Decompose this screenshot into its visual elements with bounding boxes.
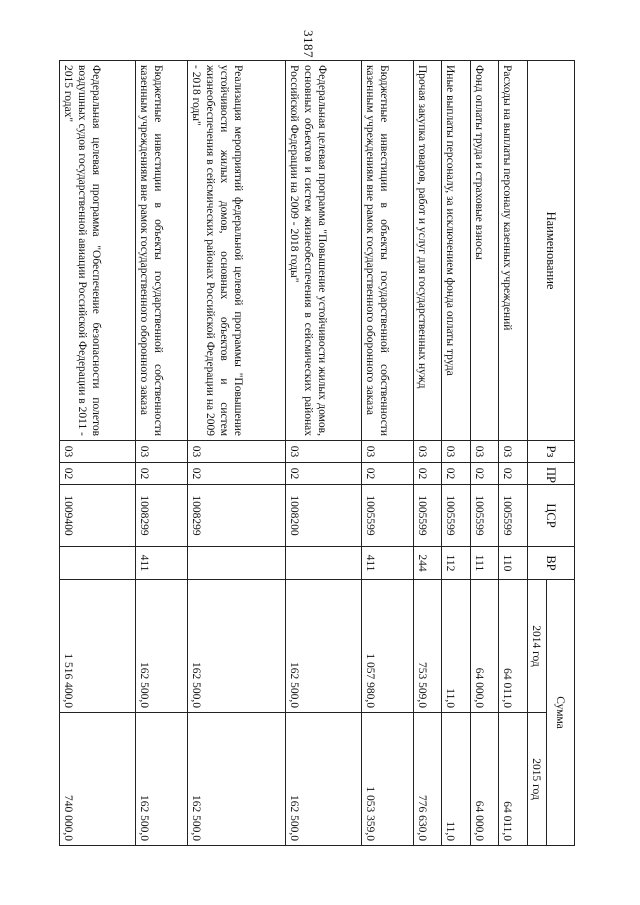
cell-2015: 162 500,0 <box>187 713 286 846</box>
cell-2014: 162 500,0 <box>286 580 361 713</box>
cell-name: Бюджетные инвестиции в объекты государственной собственности казенным учреждениям вне рамок государственного оборонного заказа <box>361 61 413 441</box>
cell-pr: 02 <box>413 463 442 485</box>
cell-vr: 111 <box>470 547 499 580</box>
table-row <box>413 61 442 846</box>
table-row <box>499 61 528 846</box>
budget-table <box>59 60 575 846</box>
header-sum: Сумма <box>547 580 575 846</box>
cell-2015: 162 500,0 <box>135 713 187 846</box>
table-row <box>442 61 471 846</box>
cell-pr: 02 <box>442 463 471 485</box>
cell-rz: 03 <box>187 441 286 463</box>
table-row <box>60 61 136 846</box>
cell-2015: 740 000,0 <box>60 713 136 846</box>
cell-2015: 11,0 <box>442 713 471 846</box>
table-row <box>470 61 499 846</box>
cell-2015: 162 500,0 <box>286 713 361 846</box>
cell-csr: 1008299 <box>135 485 187 547</box>
header-csr: ЦСР <box>528 485 575 547</box>
cell-name: Федеральная целевая программа "Обеспечение безопасности полетов воздушных судов государственной авиации Российской Федерации в 2011 - 2015 годах" <box>60 61 136 441</box>
cell-name: Иные выплаты персоналу, за исключением фонда оплаты труда <box>442 61 471 441</box>
table-row <box>187 61 286 846</box>
cell-name: Расходы на выплаты персоналу казенных учреждений <box>499 61 528 441</box>
cell-rz: 03 <box>135 441 187 463</box>
cell-vr <box>286 547 361 580</box>
page-number: 3187 <box>301 30 316 58</box>
cell-pr: 02 <box>60 463 136 485</box>
table-body <box>60 61 528 846</box>
cell-pr: 02 <box>361 463 413 485</box>
cell-pr: 02 <box>499 463 528 485</box>
table-row <box>286 61 361 846</box>
cell-csr: 1005599 <box>361 485 413 547</box>
cell-csr: 1005599 <box>413 485 442 547</box>
cell-pr: 02 <box>135 463 187 485</box>
cell-pr: 02 <box>470 463 499 485</box>
cell-name: Фонд оплаты труда и страховые взносы <box>470 61 499 441</box>
rotated-table-wrapper <box>62 60 575 845</box>
cell-2014: 64 011,0 <box>499 580 528 713</box>
cell-name: Реализация мероприятий федеральной целевой программы "Повышение устойчивости жилых домов, основных объектов и систем жизнеобеспечения в сейсмических районах Российской Федерации на 2009 - 2018 годы" <box>187 61 286 441</box>
cell-2014: 162 500,0 <box>187 580 286 713</box>
cell-name: Федеральная целевая программа "Повышение устойчивости жилых домов, основных объектов и систем жизнеобеспечения в сейсмических районах Российской Федерации на 2009 - 2018 годы" <box>286 61 361 441</box>
cell-pr: 02 <box>286 463 361 485</box>
table-row <box>361 61 413 846</box>
cell-csr: 1005599 <box>442 485 471 547</box>
cell-rz: 03 <box>442 441 471 463</box>
cell-csr: 1008299 <box>187 485 286 547</box>
cell-vr: 244 <box>413 547 442 580</box>
cell-rz: 03 <box>286 441 361 463</box>
cell-pr: 02 <box>187 463 286 485</box>
cell-rz: 03 <box>60 441 136 463</box>
cell-vr: 110 <box>499 547 528 580</box>
cell-2015: 1 053 359,0 <box>361 713 413 846</box>
cell-csr: 1005599 <box>470 485 499 547</box>
header-2014: 2014 год <box>528 580 547 713</box>
cell-vr: 112 <box>442 547 471 580</box>
cell-vr: 411 <box>135 547 187 580</box>
cell-2014: 753 509,0 <box>413 580 442 713</box>
cell-rz: 03 <box>499 441 528 463</box>
header-vr: ВР <box>528 547 575 580</box>
cell-rz: 03 <box>413 441 442 463</box>
table-header <box>528 61 575 846</box>
cell-2014: 162 500,0 <box>135 580 187 713</box>
cell-2014: 1 516 400,0 <box>60 580 136 713</box>
cell-2015: 64 011,0 <box>499 713 528 846</box>
cell-csr: 1009400 <box>60 485 136 547</box>
header-rz: Рз <box>528 441 575 463</box>
cell-csr: 1005599 <box>499 485 528 547</box>
cell-vr <box>187 547 286 580</box>
table-row <box>135 61 187 846</box>
header-name: Наименование <box>528 61 575 441</box>
cell-2014: 11,0 <box>442 580 471 713</box>
cell-2015: 64 000,0 <box>470 713 499 846</box>
cell-rz: 03 <box>361 441 413 463</box>
cell-rz: 03 <box>470 441 499 463</box>
cell-name: Прочая закупка товаров, работ и услуг для государственных нужд <box>413 61 442 441</box>
cell-2014: 1 057 980,0 <box>361 580 413 713</box>
cell-vr: 411 <box>361 547 413 580</box>
cell-vr <box>60 547 136 580</box>
cell-2014: 64 000,0 <box>470 580 499 713</box>
header-pr: ПР <box>528 463 575 485</box>
header-2015: 2015 год <box>528 713 547 846</box>
cell-csr: 1008200 <box>286 485 361 547</box>
cell-2015: 776 630,0 <box>413 713 442 846</box>
cell-name: Бюджетные инвестиции в объекты государственной собственности казенным учреждениям вне рамок государственного оборонного заказа <box>135 61 187 441</box>
